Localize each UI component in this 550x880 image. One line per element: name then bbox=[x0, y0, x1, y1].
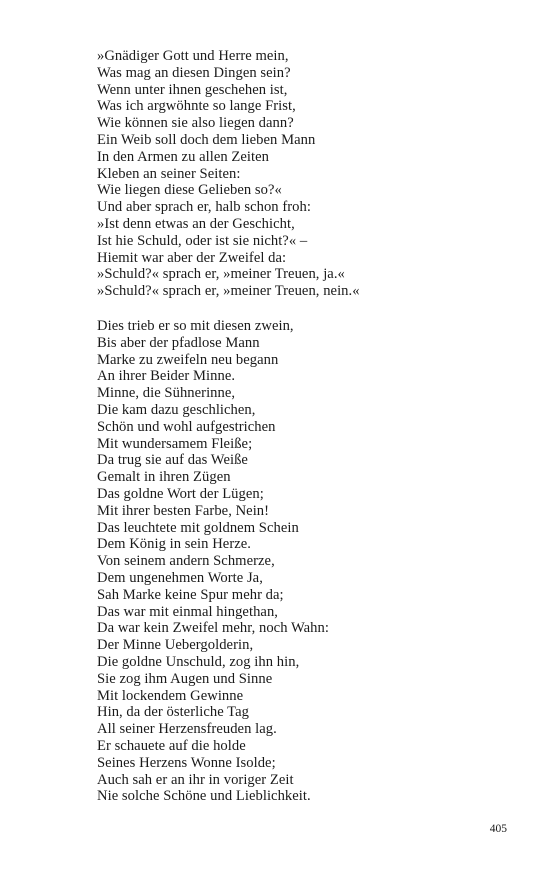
verse-line: Schön und wohl aufgestrichen bbox=[97, 418, 276, 435]
verse-line: Bis aber der pfadlose Mann bbox=[97, 334, 260, 351]
verse-line: »Gnädiger Gott und Herre mein, bbox=[97, 48, 289, 64]
verse-line: Hiemit war aber der Zweifel da: bbox=[97, 249, 287, 266]
verse-line: Da war kein Zweifel mehr, noch Wahn: bbox=[97, 620, 329, 637]
verse-line: Ist hie Schuld, oder ist sie nicht?« – bbox=[97, 232, 308, 249]
verse-line: Gemalt in ihren Zügen bbox=[97, 469, 231, 486]
verse-line: Kleben an seiner Seiten: bbox=[97, 165, 241, 182]
verse-line: Auch sah er an ihr in voriger Zeit bbox=[97, 771, 294, 788]
verse-line: Mit wundersamem Fleiße; bbox=[97, 435, 253, 452]
verse-line: »Ist denn etwas an der Geschicht, bbox=[97, 215, 295, 232]
verse-line: »Schuld?« sprach er, »meiner Treuen, ja.« bbox=[97, 266, 345, 283]
verse-line: Wie können sie also liegen dann? bbox=[97, 115, 294, 132]
verse-line: Und aber sprach er, halb schon froh: bbox=[97, 199, 311, 216]
verse-line: Wenn unter ihnen geschehen ist, bbox=[97, 81, 288, 98]
verse-line: Was mag an diesen Dingen sein? bbox=[97, 64, 291, 81]
verse-line: Seines Herzens Wonne Isolde; bbox=[97, 754, 276, 771]
verse-line: Dies trieb er so mit diesen zwein, bbox=[97, 318, 294, 334]
verse-line: Nie solche Schöne und Lieblichkeit. bbox=[97, 788, 311, 805]
verse-line: Das leuchtete mit goldnem Schein bbox=[97, 519, 299, 536]
verse-line: Minne, die Sühnerinne, bbox=[97, 385, 236, 402]
verse-line: In den Armen zu allen Zeiten bbox=[97, 148, 269, 165]
verse-line: Die kam dazu geschlichen, bbox=[97, 401, 256, 418]
verse-line: Dem ungenehmen Worte Ja, bbox=[97, 569, 263, 586]
verse-line: Mit ihrer besten Farbe, Nein! bbox=[97, 502, 270, 519]
verse-line: Hin, da der österliche Tag bbox=[97, 704, 249, 721]
verse-line: Das war mit einmal hingethan, bbox=[97, 603, 278, 620]
verse-line: All seiner Herzensfreuden lag. bbox=[97, 721, 277, 738]
verse-line: Von seinem andern Schmerze, bbox=[97, 553, 275, 570]
verse-line: Die goldne Unschuld, zog ihn hin, bbox=[97, 653, 300, 670]
verse-line: »Schuld?« sprach er, »meiner Treuen, nein.« bbox=[97, 283, 360, 300]
verse-line: Sie zog ihm Augen und Sinne bbox=[97, 670, 273, 687]
verse-line: Er schauete auf die holde bbox=[97, 737, 246, 754]
verse-line: Mit lockendem Gewinne bbox=[97, 687, 244, 704]
stanza-1 bbox=[97, 48, 497, 300]
stanza-2 bbox=[97, 318, 497, 805]
verse-line: Dem König in sein Herze. bbox=[97, 536, 251, 553]
verse-line: An ihrer Beider Minne. bbox=[97, 368, 236, 385]
verse-line: Ein Weib soll doch dem lieben Mann bbox=[97, 131, 316, 148]
verse-line: Der Minne Uebergolderin, bbox=[97, 637, 254, 654]
verse-line: Was ich argwöhnte so lange Frist, bbox=[97, 98, 296, 115]
verse-line: Das goldne Wort der Lügen; bbox=[97, 485, 264, 502]
verse-line: Wie liegen diese Gelieben so?« bbox=[97, 182, 282, 199]
page-number: 405 bbox=[489, 823, 507, 835]
verse-line: Da trug sie auf das Weiße bbox=[97, 452, 248, 469]
verse-line: Marke zu zweifeln neu begann bbox=[97, 351, 279, 368]
verse-line: Sah Marke keine Spur mehr da; bbox=[97, 586, 284, 603]
